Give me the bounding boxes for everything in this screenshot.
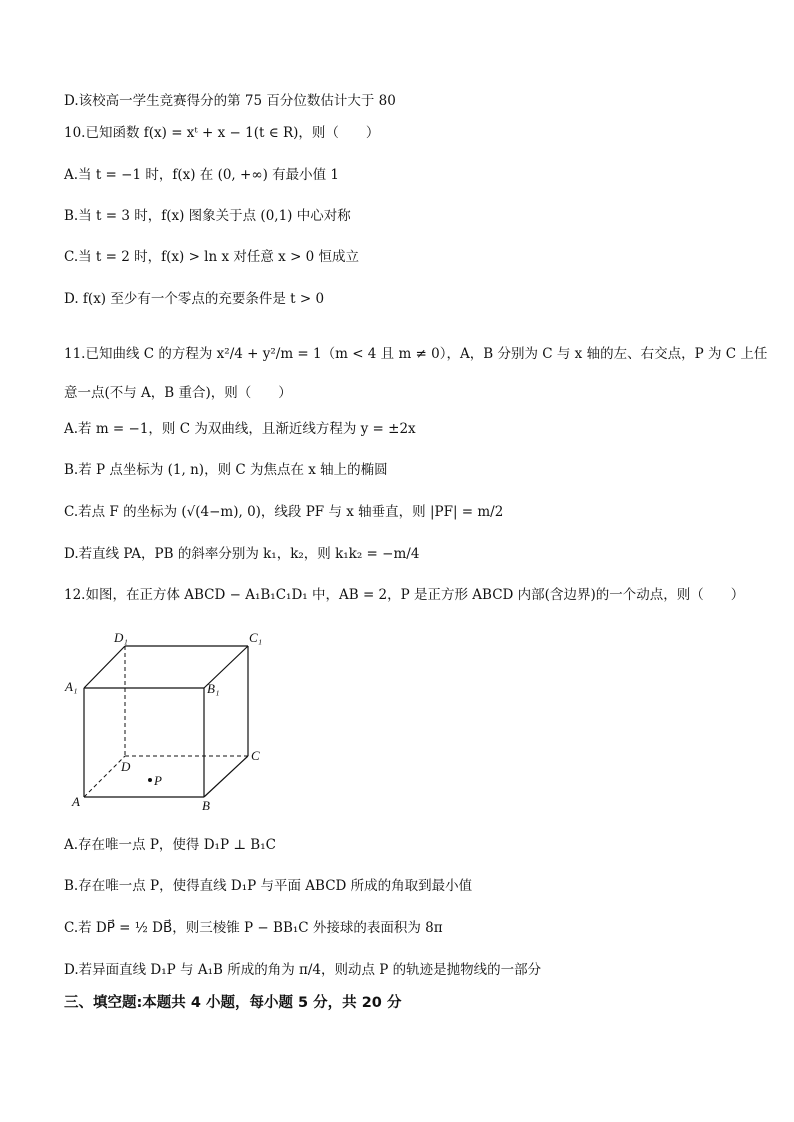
q12-stem: 12.如图，在正方体 ABCD − A₁B₁C₁D₁ 中，AB = 2，P 是正方形 ABCD 内部(含边界)的一个动点，则（ ） xyxy=(64,587,745,603)
section-heading: 三、填空题:本题共 4 小题，每小题 5 分，共 20 分 xyxy=(64,995,402,1011)
q11-option-d: D.若直线 PA，PB 的斜率分别为 k₁，k₂，则 k₁k₂ = −m/4 xyxy=(64,546,420,562)
q10-option-c: C.当 t = 2 时，f(x) > ln x 对任意 x > 0 恒成立 xyxy=(64,249,360,265)
q12-option-c: C.若 DP⃗ = ½ DB⃗，则三棱锥 P − BB₁C 外接球的表面积为 8π xyxy=(64,920,443,936)
q11-stem-line2: 意一点(不与 A，B 重合)，则（ ） xyxy=(64,385,292,401)
q10-stem: 10.已知函数 f(x) = xᵗ + x − 1(t ∈ R)，则（ ） xyxy=(64,125,380,141)
q9-option-d: D.该校高一学生竞赛得分的第 75 百分位数估计大于 80 xyxy=(64,93,396,109)
q11-option-c: C.若点 F 的坐标为 (√(4−m), 0)，线段 PF 与 x 轴垂直，则 |PF| = m/2 xyxy=(64,504,504,520)
label-d: D xyxy=(121,759,131,774)
cube-diagram xyxy=(62,622,272,814)
label-p: P xyxy=(154,773,162,788)
q10-option-d: D. f(x) 至少有一个零点的充要条件是 t > 0 xyxy=(64,291,325,307)
label-c1: C₁ xyxy=(249,630,263,645)
q12-option-a: A.存在唯一点 P，使得 D₁P ⊥ B₁C xyxy=(64,837,276,853)
q10-option-a: A.当 t = −1 时，f(x) 在 (0, +∞) 有最小值 1 xyxy=(64,167,340,183)
q10-option-b: B.当 t = 3 时，f(x) 图象关于点 (0,1) 中心对称 xyxy=(64,208,351,224)
edge-ad-hidden xyxy=(84,756,125,797)
label-a: A xyxy=(72,794,80,809)
q12-option-b: B.存在唯一点 P，使得直线 D₁P 与平面 ABCD 所成的角取到最小值 xyxy=(64,878,473,894)
label-c: C xyxy=(251,748,260,763)
label-b1: B₁ xyxy=(207,681,220,696)
q11-stem-line1: 11.已知曲线 C 的方程为 x²/4 + y²/m = 1（m < 4 且 m ≠ 0），A，B 分别为 C 与 x 轴的左、右交点，P 为 C 上任 xyxy=(64,346,768,362)
label-a1: A₁ xyxy=(65,679,78,694)
point-p xyxy=(148,778,152,782)
q11-option-b: B.若 P 点坐标为 (1, n)，则 C 为焦点在 x 轴上的椭圆 xyxy=(64,462,388,478)
cube-figure xyxy=(62,622,272,814)
edge-a1d1 xyxy=(84,646,125,688)
edge-bc xyxy=(204,756,248,797)
label-b: B xyxy=(202,798,210,813)
label-d1: D₁ xyxy=(114,630,128,645)
q12-option-d: D.若异面直线 D₁P 与 A₁B 所成的角为 π/4，则动点 P 的轨迹是抛物线的一部分 xyxy=(64,962,542,978)
q11-option-a: A.若 m = −1，则 C 为双曲线，且渐近线方程为 y = ±2x xyxy=(64,421,416,437)
